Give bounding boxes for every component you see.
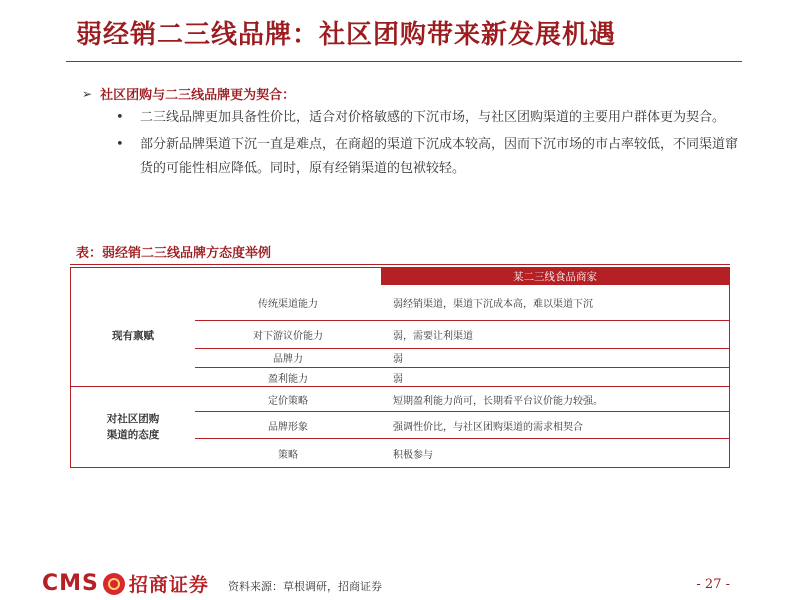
attribute-cell: 传统渠道能力 (195, 285, 381, 320)
source-note: 资料来源：草根调研，招商证券 (228, 580, 382, 593)
bullet-text: 二三线品牌更加具备性价比，适合对价格敏感的下沉市场，与社区团购渠道的主要用户群体更为契合。 (140, 110, 726, 125)
group-label-line: 渠道的态度 (106, 429, 160, 442)
bullet-item (110, 106, 740, 130)
attribute-cell: 定价策略 (195, 387, 381, 412)
table-row (71, 285, 729, 320)
header-blank (71, 268, 195, 285)
bullet-dot-icon: • (116, 137, 124, 152)
attitude-table (70, 267, 730, 468)
attribute-cell: 盈利能力 (195, 367, 381, 386)
value-cell: 强调性价比，与社区团购渠道的需求相契合 (381, 412, 729, 439)
bullet-list (110, 106, 740, 184)
bullet-dot-icon: • (116, 110, 124, 125)
attribute-cell: 品牌形象 (195, 412, 381, 439)
value-cell: 弱，需要让利渠道 (381, 320, 729, 348)
arrow-bullet-icon: ➢ (82, 86, 93, 101)
value-cell: 弱 (381, 367, 729, 386)
table-header-row (71, 268, 729, 285)
logo-badge-icon (103, 573, 125, 595)
table-row (71, 387, 729, 412)
group-label-line: 对社区团购 (106, 413, 160, 426)
value-cell: 弱 (381, 348, 729, 367)
bullet-text: 部分新品牌渠道下沉一直是难点，在商超的渠道下沉成本较高，因而下沉市场的市占率较低，不同渠道窜货的可能性相应降低。同时，原有经销渠道的包袱较轻。 (140, 137, 739, 176)
value-cell: 短期盈利能力尚可，长期看平台议价能力较强。 (381, 387, 729, 412)
attribute-cell: 对下游议价能力 (195, 320, 381, 348)
column-header: 某二三线食品商家 (381, 268, 729, 285)
header-blank (195, 268, 381, 285)
group-label-endowment: 现有禀赋 (71, 285, 195, 387)
logo-text: CMS (42, 571, 99, 596)
attribute-cell: 品牌力 (195, 348, 381, 367)
company-name: 招商证券 (128, 574, 209, 596)
topic-text: 社区团购与二三线品牌更为契合： (100, 88, 296, 103)
bullet-item (110, 133, 740, 181)
page-title: 弱经销二三线品牌：社区团购带来新发展机遇 (76, 20, 617, 50)
topic-heading (82, 84, 295, 103)
caption-divider (70, 264, 730, 265)
attribute-cell: 策略 (278, 449, 298, 461)
company-logo (42, 570, 209, 597)
page-number: - 27 - (696, 577, 730, 592)
table-caption: 表：弱经销二三线品牌方态度举例 (76, 246, 272, 261)
title-divider (66, 61, 742, 62)
group-label-attitude (71, 387, 195, 467)
value-cell: 积极参与 (393, 449, 433, 461)
value-cell: 弱经销渠道，渠道下沉成本高，难以渠道下沉 (381, 285, 729, 320)
